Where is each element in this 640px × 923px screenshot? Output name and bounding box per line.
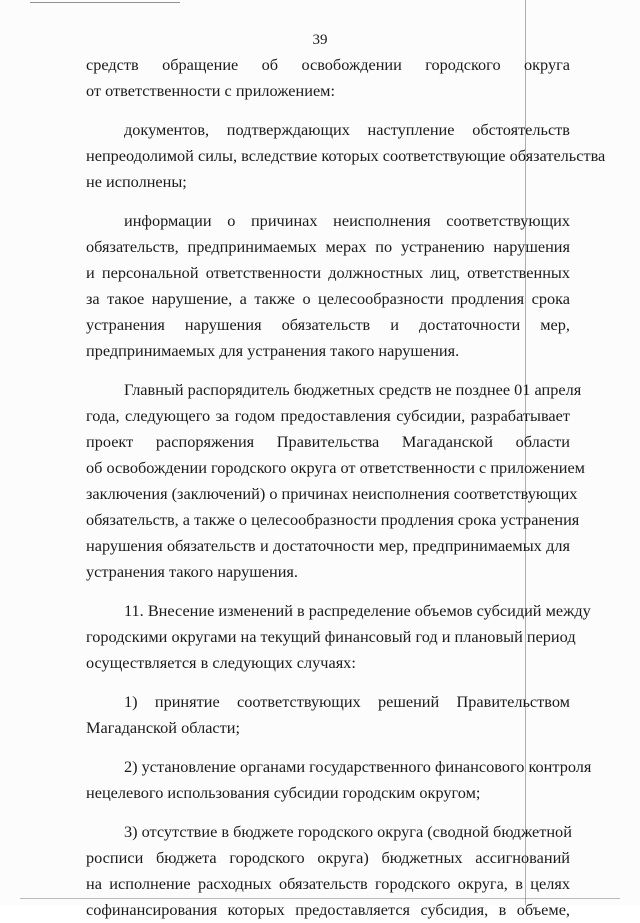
paragraph-gap [86, 806, 570, 819]
text-line: обязательств, предпринимаемых мерах по устранению нарушения [86, 237, 570, 256]
text-line: за такое нарушение, а также о целесообразности продления срока [86, 289, 570, 308]
text-line: Магаданской области; [86, 718, 241, 737]
text-line: городскими округами на текущий финансовый год и плановый период [86, 627, 576, 646]
text-line: софинансирования которых предоставляется субсидия, в объеме, [86, 900, 570, 919]
paragraph-gap [86, 676, 570, 689]
text-line: нецелевого использования субсидии городским округом; [86, 783, 481, 802]
text-line: осуществляется в следующих случаях: [86, 653, 356, 672]
text-line: росписи бюджета городского округа) бюджетных ассигнований [86, 848, 570, 867]
text-line: непреодолимой силы, вследствие которых соответствующие обязательства [86, 146, 606, 165]
text-line: проект распоряжения Правительства Магаданской области [86, 432, 570, 451]
text-line: не исполнены; [86, 172, 187, 191]
text-line: 2) установление органами государственного финансового контроля [124, 757, 592, 776]
text-line: устранения нарушения обязательств и достаточности мер, [86, 315, 570, 334]
text-line: предпринимаемых для устранения такого нарушения. [86, 341, 460, 360]
document-body [86, 52, 606, 923]
scan-artifact-top [30, 2, 180, 3]
text-line: 1) принятие соответствующих решений Правительством [124, 692, 570, 711]
text-line: документов, подтверждающих наступление обстоятельств [124, 120, 570, 139]
text-line: средств обращение об освобождении городского округа [86, 55, 570, 74]
text-line: заключения (заключений) о причинах неисполнения соответствующих [86, 484, 578, 503]
text-line: на исполнение расходных обязательств городского округа, в целях [86, 874, 570, 893]
text-line: информации о причинах неисполнения соответствующих [124, 211, 570, 230]
text-line: года, следующего за годом предоставления субсидии, разрабатывает [86, 406, 570, 425]
text-line: обязательств, а также о целесообразности продления срока устранения [86, 510, 580, 529]
text-line: 11. Внесение изменений в распределение объемов субсидий между [124, 601, 591, 620]
paragraph-gap [86, 741, 570, 754]
text-line: 3) отсутствие в бюджете городского округа (сводной бюджетной [124, 822, 572, 841]
paragraph-gap [86, 364, 570, 377]
text-line: и персональной ответственности должностных лиц, ответственных [86, 263, 570, 282]
text-line: об освобождении городского округа от ответственности с приложением [86, 458, 585, 477]
text-line: от ответственности с приложением: [86, 81, 336, 100]
paragraph-gap [86, 195, 570, 208]
text-line: Главный распорядитель бюджетных средств не позднее 01 апреля [124, 380, 582, 399]
paragraph-gap [86, 104, 570, 117]
text-line: устранения такого нарушения. [86, 562, 298, 581]
paragraph-gap [86, 585, 570, 598]
page-number: 39 [312, 32, 328, 48]
text-line: нарушения обязательств и достаточности мер, предпринимаемых для [86, 536, 570, 555]
